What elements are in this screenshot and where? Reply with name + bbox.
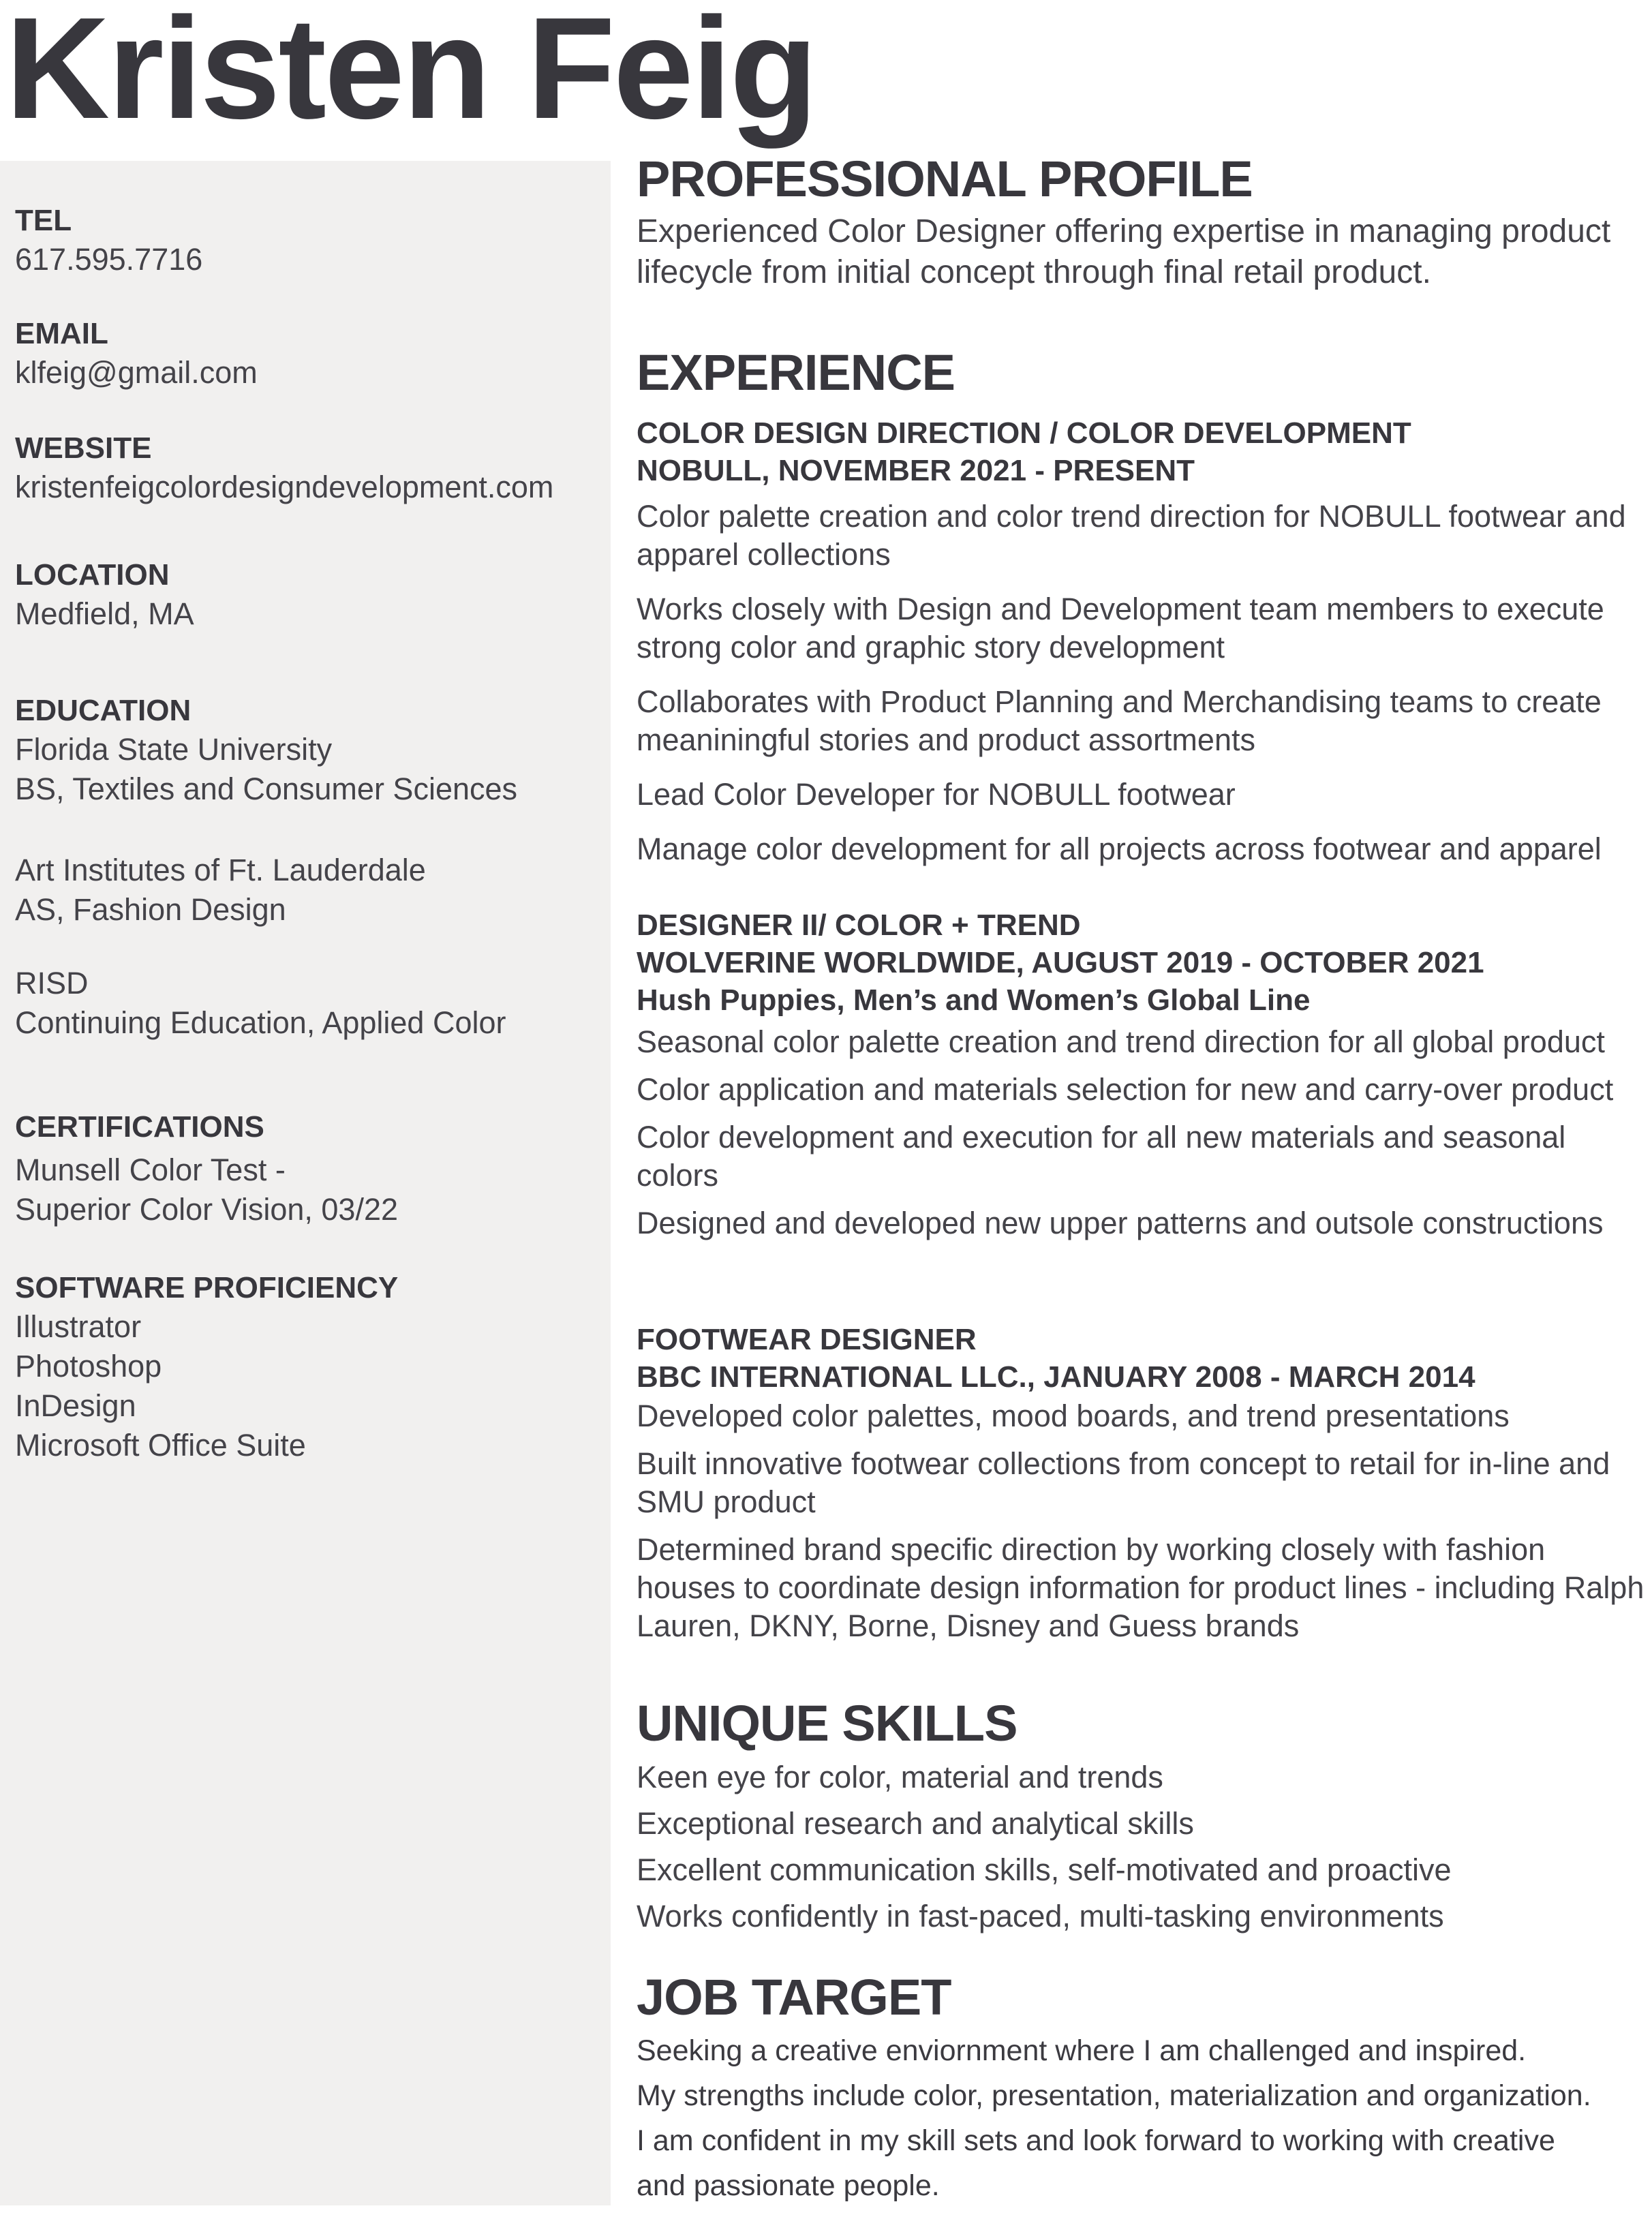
- school-degree: BS, Textiles and Consumer Sciences: [15, 771, 518, 806]
- job-bullet: Color palette creation and color trend direction for NOBULL footwear and apparel collections: [637, 499, 1626, 572]
- tel-value: 617.595.7716: [15, 242, 203, 277]
- job-bullet: Developed color palettes, mood boards, and trend presentations: [637, 1398, 1510, 1433]
- job-target-line: My strengths include color, presentation, materialization and organization.: [637, 2079, 1591, 2112]
- job-bullet: Seasonal color palette creation and trend direction for all global product: [637, 1024, 1605, 1059]
- job-bullets: [637, 498, 1645, 868]
- software-item: Microsoft Office Suite: [15, 1428, 306, 1463]
- job-bullet: Color application and materials selection for new and carry-over product: [637, 1072, 1614, 1107]
- job-company: WOLVERINE WORLDWIDE, AUGUST 2019 - OCTOBER 2021: [637, 946, 1484, 979]
- job-bullet: Collaborates with Product Planning and Merchandising teams to create meaniningful stories and product assortments: [637, 684, 1602, 757]
- profile-section: [637, 149, 1645, 293]
- job-target-section: [637, 1967, 1645, 2208]
- software-item: Illustrator: [15, 1309, 142, 1344]
- job-entry: [637, 414, 1645, 885]
- website-label: WEBSITE: [15, 431, 152, 465]
- job-entry: [637, 1321, 1645, 1655]
- location-label: LOCATION: [15, 558, 170, 592]
- education-label: EDUCATION: [15, 694, 192, 727]
- job-bullet: Built innovative footwear collections from concept to retail for in-line and SMU product: [637, 1446, 1610, 1519]
- software-label: SOFTWARE PROFICIENCY: [15, 1271, 399, 1304]
- job-title: COLOR DESIGN DIRECTION / COLOR DEVELOPMENT: [637, 416, 1411, 450]
- skills-heading: UNIQUE SKILLS: [637, 1695, 1018, 1752]
- job-bullets: [637, 1023, 1645, 1242]
- profile-heading: PROFESSIONAL PROFILE: [637, 151, 1253, 207]
- skill-item: Keen eye for color, material and trends: [637, 1760, 1163, 1794]
- skill-item: Excellent communication skills, self-motivated and proactive: [637, 1852, 1452, 1887]
- certifications-label: CERTIFICATIONS: [15, 1110, 264, 1144]
- email-section: [15, 315, 258, 393]
- job-bullet: Determined brand specific direction by working closely with fashion houses to coordinate design information for product lines - including Ralph Lauren, DKNY, Borne, Disney and Guess brands: [637, 1532, 1645, 1643]
- job-title: DESIGNER II/ COLOR + TREND: [637, 908, 1081, 942]
- job-subtitle: Hush Puppies, Men’s and Women’s Global Line: [637, 983, 1311, 1017]
- education-entry: [15, 851, 426, 930]
- website-value: kristenfeigcolordesigndevelopment.com: [15, 470, 554, 504]
- job-bullet: Lead Color Developer for NOBULL footwear: [637, 777, 1236, 812]
- email-value: klfeig@gmail.com: [15, 355, 258, 390]
- software-item: Photoshop: [15, 1349, 162, 1383]
- experience-heading: EXPERIENCE: [637, 344, 955, 401]
- job-title: FOOTWEAR DESIGNER: [637, 1323, 977, 1356]
- job-entry: [637, 906, 1645, 1252]
- resume-name: Kristen Feig: [5, 0, 816, 149]
- profile-text: Experienced Color Designer offering expertise in managing product lifecycle from initial concept through final retail product.: [637, 213, 1611, 290]
- school-degree: Continuing Education, Applied Color: [15, 1005, 506, 1040]
- certification-line: Superior Color Vision, 03/22: [15, 1192, 398, 1227]
- location-section: [15, 556, 194, 634]
- job-target-line: I am confident in my skill sets and look forward to working with creative: [637, 2124, 1555, 2157]
- software-section: [15, 1269, 398, 1465]
- school-degree: AS, Fashion Design: [15, 892, 286, 927]
- experience-section: [637, 342, 1645, 403]
- tel-section: [15, 202, 202, 279]
- job-target-line: Seeking a creative enviornment where I am challenged and inspired.: [637, 2034, 1527, 2067]
- job-bullets: [637, 1397, 1645, 1645]
- education-section: [15, 692, 517, 809]
- job-target-heading: JOB TARGET: [637, 1969, 951, 2025]
- email-label: EMAIL: [15, 317, 108, 350]
- certification-line: Munsell Color Test -: [15, 1152, 286, 1187]
- job-target-line: and passionate people.: [637, 2169, 940, 2202]
- location-value: Medfield, MA: [15, 596, 194, 631]
- job-company: NOBULL, NOVEMBER 2021 - PRESENT: [637, 454, 1195, 487]
- skills-section: [637, 1693, 1645, 1940]
- website-section: [15, 429, 553, 507]
- school-name: Florida State University: [15, 732, 333, 767]
- tel-label: TEL: [15, 204, 72, 237]
- job-bullet: Manage color development for all projects across footwear and apparel: [637, 831, 1602, 866]
- school-name: Art Institutes of Ft. Lauderdale: [15, 853, 426, 887]
- skill-item: Exceptional research and analytical skills: [637, 1806, 1194, 1841]
- software-item: InDesign: [15, 1388, 136, 1423]
- certifications-section: [15, 1108, 398, 1229]
- education-entry: [15, 964, 506, 1043]
- job-company: BBC INTERNATIONAL LLC., JANUARY 2008 - MARCH 2014: [637, 1360, 1475, 1394]
- skill-item: Works confidently in fast-paced, multi-tasking environments: [637, 1899, 1444, 1933]
- school-name: RISD: [15, 966, 89, 1000]
- job-bullet: Designed and developed new upper patterns and outsole constructions: [637, 1206, 1604, 1240]
- job-bullet: Color development and execution for all new materials and seasonal colors: [637, 1120, 1566, 1193]
- job-bullet: Works closely with Design and Development team members to execute strong color and graphic story development: [637, 592, 1604, 664]
